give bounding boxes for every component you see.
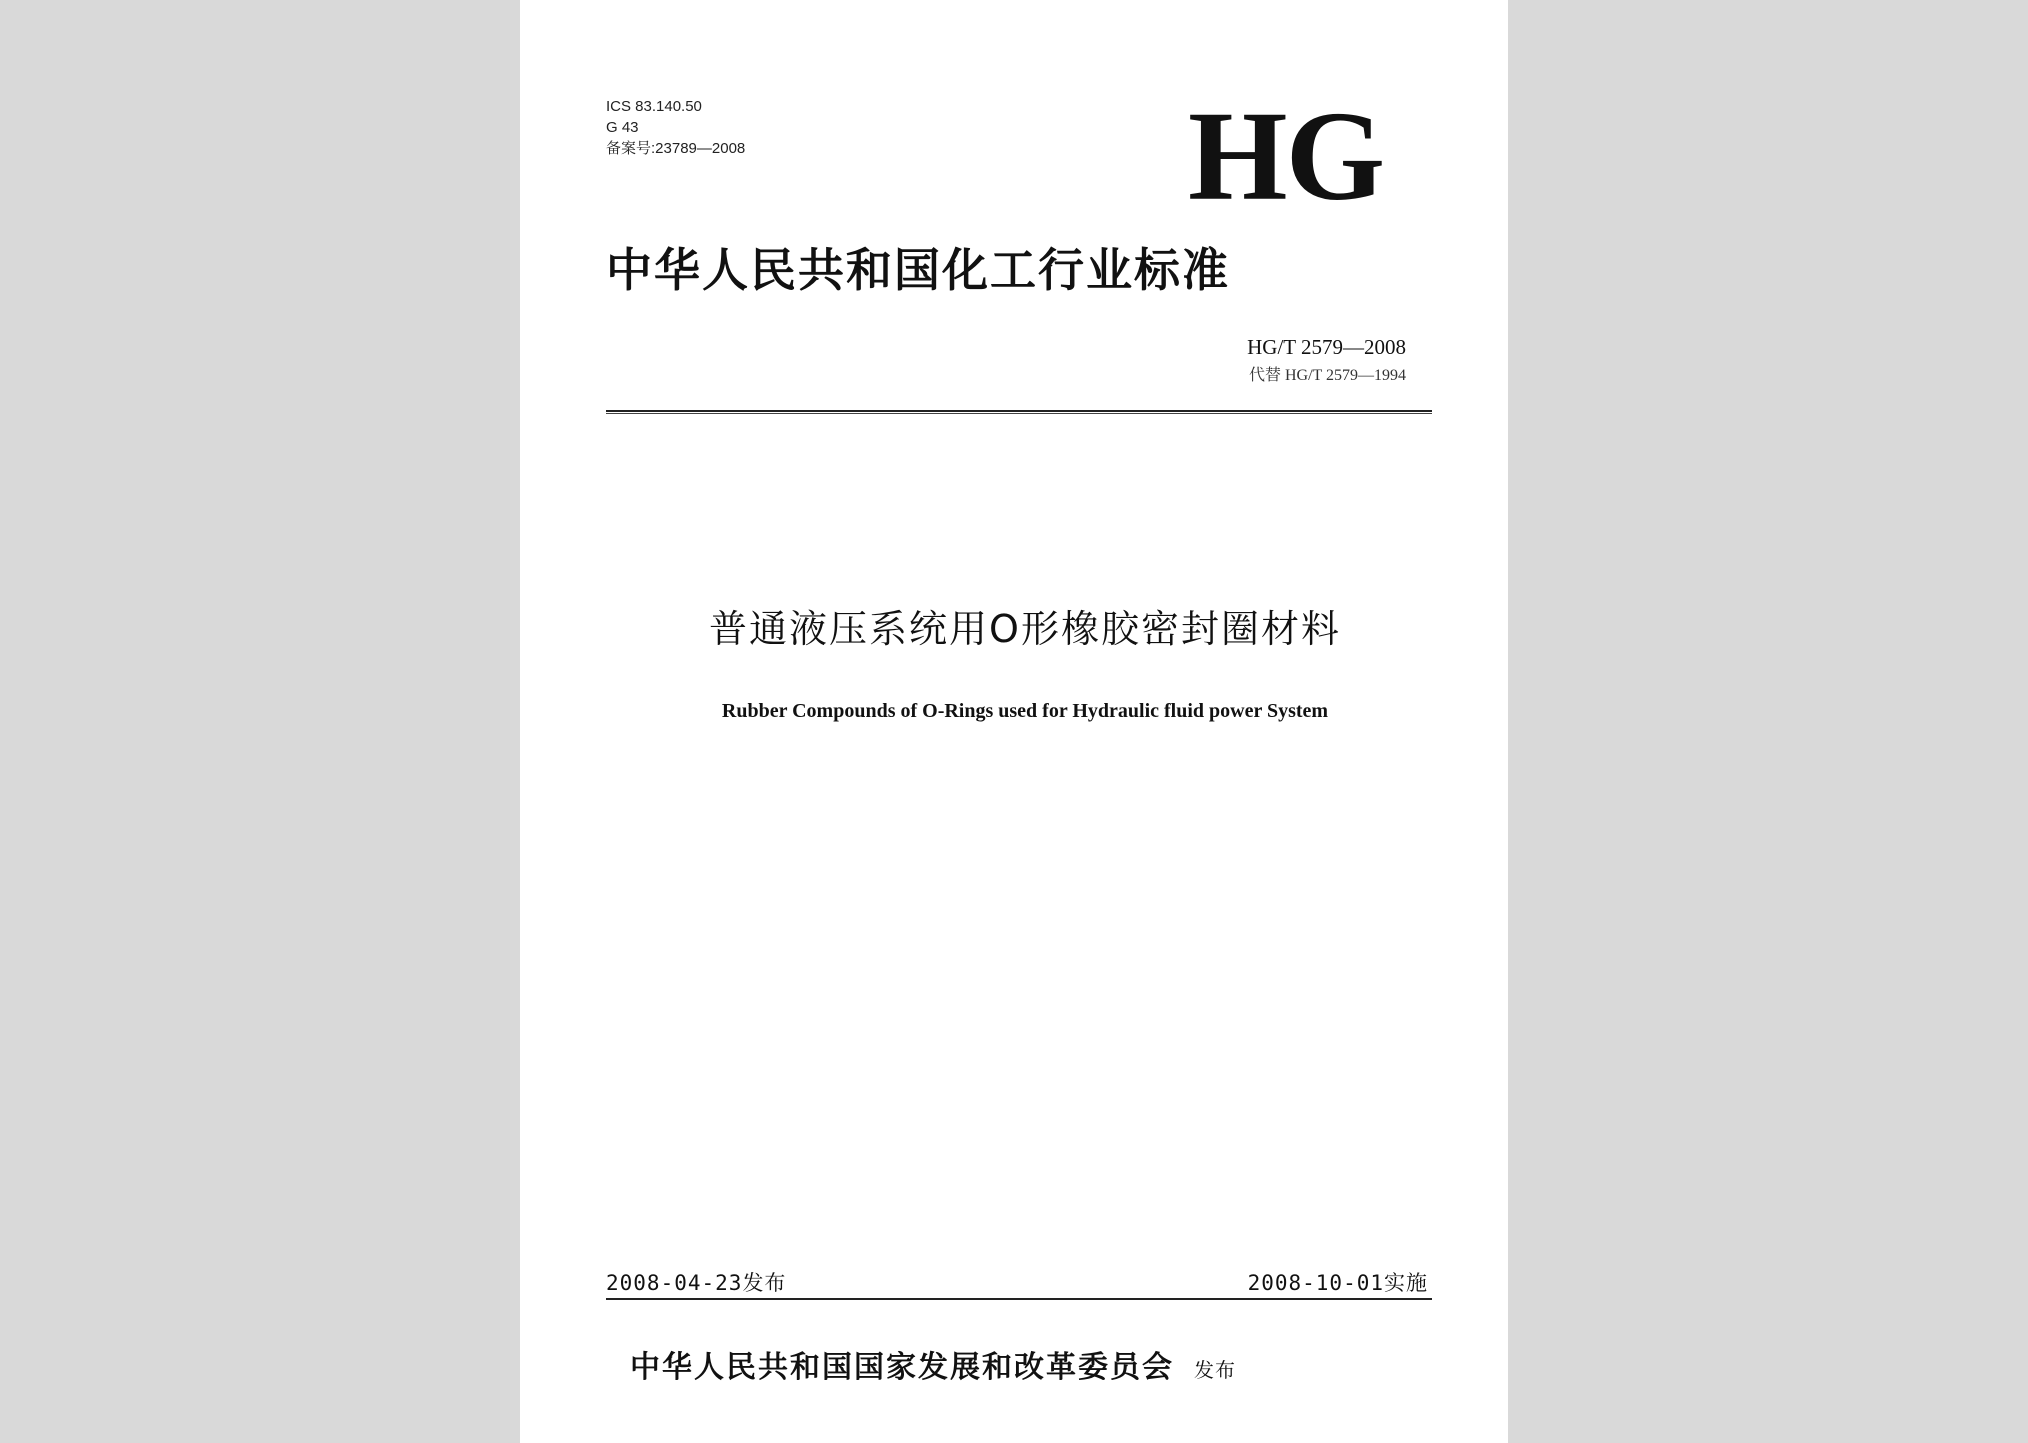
document-page (520, 0, 1508, 1443)
header-divider (606, 410, 1432, 414)
replaces-standard: 代替 HG/T 2579—1994 (1248, 367, 1406, 384)
issuer-block (630, 1348, 1236, 1390)
issue-date-block (606, 1270, 786, 1296)
effective-date-block (1248, 1270, 1428, 1296)
issue-label: 发布 (742, 1271, 787, 1295)
hg-logo: HG (1188, 85, 1384, 227)
filing-number: 备案号:23789—2008 (606, 140, 746, 157)
industry-standard-title: 中华人民共和国化工行业标准 (606, 243, 1230, 297)
document-title-english: Rubber Compounds of O-Rings used for Hydraulic fluid power System (721, 700, 1329, 722)
footer-divider (606, 1298, 1432, 1300)
effective-date: 2008-10-01 (1247, 1271, 1384, 1295)
effective-label: 实施 (1384, 1271, 1428, 1295)
issue-date: 2008-04-23 (606, 1271, 743, 1295)
standard-number: HG/T 2579—2008 (1247, 335, 1406, 359)
document-title-chinese: 普通液压系统用O形橡胶密封圈材料 (709, 607, 1341, 651)
ccs-code: G 43 (606, 119, 639, 136)
ics-code: ICS 83.140.50 (606, 98, 702, 115)
classification-block (606, 96, 745, 159)
issuer-name: 中华人民共和国国家发展和改革委员会 (630, 1350, 1174, 1385)
issuer-suffix: 发布 (1194, 1358, 1236, 1382)
